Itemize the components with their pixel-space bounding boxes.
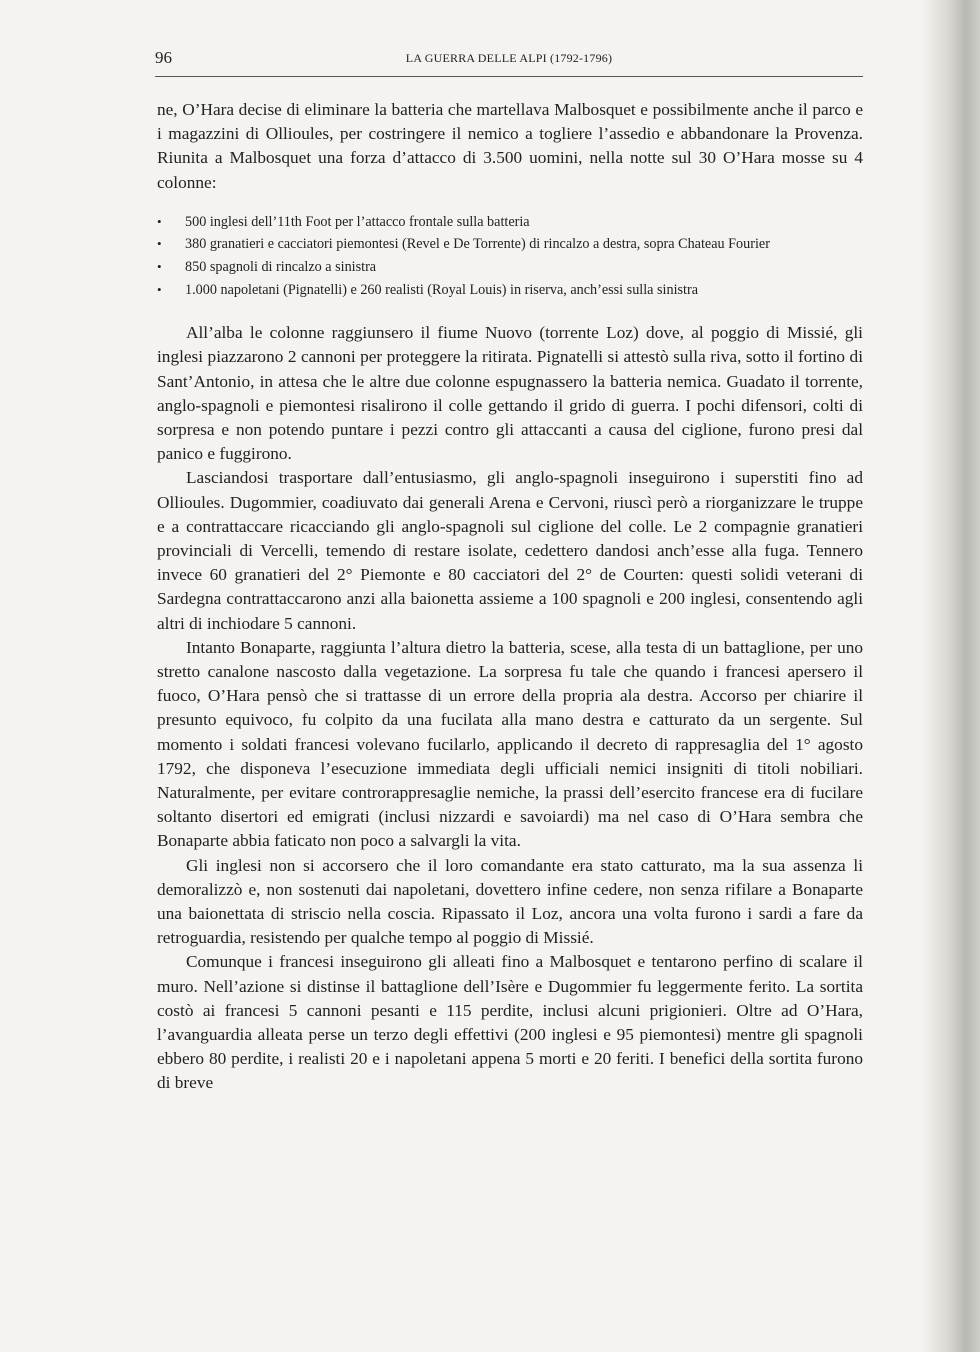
list-item xyxy=(157,279,863,302)
paragraph: Comunque i francesi inseguirono gli alleati fino a Malbosquet e tentarono perfino di scalare il muro. Nell’azione si distinse il battaglione dell’Isère e Dugommier fu leggermente ferito. La sortita costò ai francesi 5 cannoni pesanti e 115 perdite, inclusi alcuni prigionieri. Oltre ad O’Hara, l’avanguardia alleata perse un terzo degli effettivi (200 inglesi e 95 piemontesi) mentre gli spagnoli ebbero 80 perdite, i realisti 20 e i napoletani appena 5 morti e 20 feriti. I benefici della sortita furono di breve xyxy=(157,952,863,1093)
page-number: 96 xyxy=(155,48,172,67)
column-list xyxy=(157,211,863,301)
list-item-text: 850 spagnoli di rincalzo a sinistra xyxy=(185,259,377,275)
page-header xyxy=(155,46,863,77)
list-item-text: 500 inglesi dell’11th Foot per l’attacco frontale sulla batteria xyxy=(185,213,530,230)
list-item xyxy=(157,211,863,234)
bullet-icon: • xyxy=(157,259,162,274)
paragraph: All’alba le colonne raggiunsero il fiume Nuovo (torrente Loz) dove, al poggio di Missié, gli inglesi piazzarono 2 cannoni per proteggere la ritirata. Pignatelli si attestò sulla riva, sotto il fortino di Sant’Antonio, in attesa che le altre due colonne espugnassero la batteria nemica. Guadato il torrente, anglo-spagnoli e piemontesi risalirono il colle gettando il grido di guerra. I pochi difensori, colti di sorpresa e non potendo puntare i pezzi contro gli attaccanti a causa del ciglione, furono presi dal panico e fuggirono. xyxy=(157,323,863,464)
list-item xyxy=(157,233,863,256)
list-item-text: 1.000 napoletani (Pignatelli) e 260 realisti (Royal Louis) in riserva, anch’essi sulla sinistra xyxy=(185,281,698,298)
bullet-icon: • xyxy=(157,213,162,229)
body-text xyxy=(157,98,863,1096)
bullet-icon: • xyxy=(157,281,162,297)
paragraph: Intanto Bonaparte, raggiunta l’altura dietro la batteria, scese, alla testa di un battaglione, per uno stretto canalone nascosto dalla vegetazione. La sorpresa fu tale che quando i francesi apersero il fuoco, O’Hara pensò che si trattasse di un errore della propria ala destra. Accorso per chiarire il presunto equivoco, fu colpito da una fucilata alla mano destra e catturato da un sergente. Sul momento i soldati francesi volevano fucilarlo, applicando il decreto di rappresaglia del 1° agosto 1792, che disponeva l’esecuzione immediata degli ufficiali nemici insigniti di titoli nobiliari. Naturalmente, per evitare controrappresaglie nemiche, la prassi dell’esercito francese era di fucilare soltanto disertori ed emigrati (inclusi nizzardi e savoiardi) ma nel caso di O’Hara sembra che Bonaparte abbia faticato non poco a salvargli la vita. xyxy=(157,637,863,851)
list-item-text: 380 granatieri e cacciatori piemontesi (Revel e De Torrente) di rincalzo a destra, sopra Chateau Fourier xyxy=(185,236,770,253)
paragraph: Lasciandosi trasportare dall’entusiasmo, gli anglo-spagnoli inseguirono i superstiti fino ad Ollioules. Dugommier, coadiuvato dai generali Arena e Cervoni, riuscì però a riorganizzare le truppe e a contrattaccare ricacciando gli anglo-spagnoli sul ciglione del colle. Le 2 compagnie granatieri provinciali di Vercelli, temendo di restare isolate, cedettero dandosi anch’esse alla fuga. Tennero invece 60 granatieri del 2° Piemonte e 80 cacciatori del 2° de Courten: questi solidi veterani di Sardegna contrattaccarono anzi alla baionetta assieme a 100 spagnoli e 200 inglesi, consentendo agli altri di inchiodare 5 cannoni. xyxy=(157,468,863,633)
bullet-icon: • xyxy=(157,236,162,252)
paragraph: Gli inglesi non si accorsero che il loro comandante era stato catturato, ma la sua assenza li demoralizzò e, non sostenuti dai napoletani, dovettero infine cedere, non senza rifilare a Bonaparte una baionettata di striscio nella coscia. Ripassato il Loz, ancora una volta furono i sardi a fare da retroguardia, resistendo per qualche tempo al poggio di Missié. xyxy=(157,855,863,948)
book-spine-shadow xyxy=(922,0,980,1352)
list-item xyxy=(157,256,863,279)
intro-paragraph: ne, O’Hara decise di eliminare la batteria che martellava Malbosquet e possibilmente anche il parco e i magazzini di Ollioules, per costringere il nemico a togliere l’assedio e abbandonare la Provenza. Riunita a Malbosquet una forza d’attacco di 3.500 uomini, nella notte sul 30 O’Hara mosse su 4 colonne: xyxy=(157,100,863,192)
running-head: LA GUERRA DELLE ALPI (1792-1796) xyxy=(405,51,613,65)
